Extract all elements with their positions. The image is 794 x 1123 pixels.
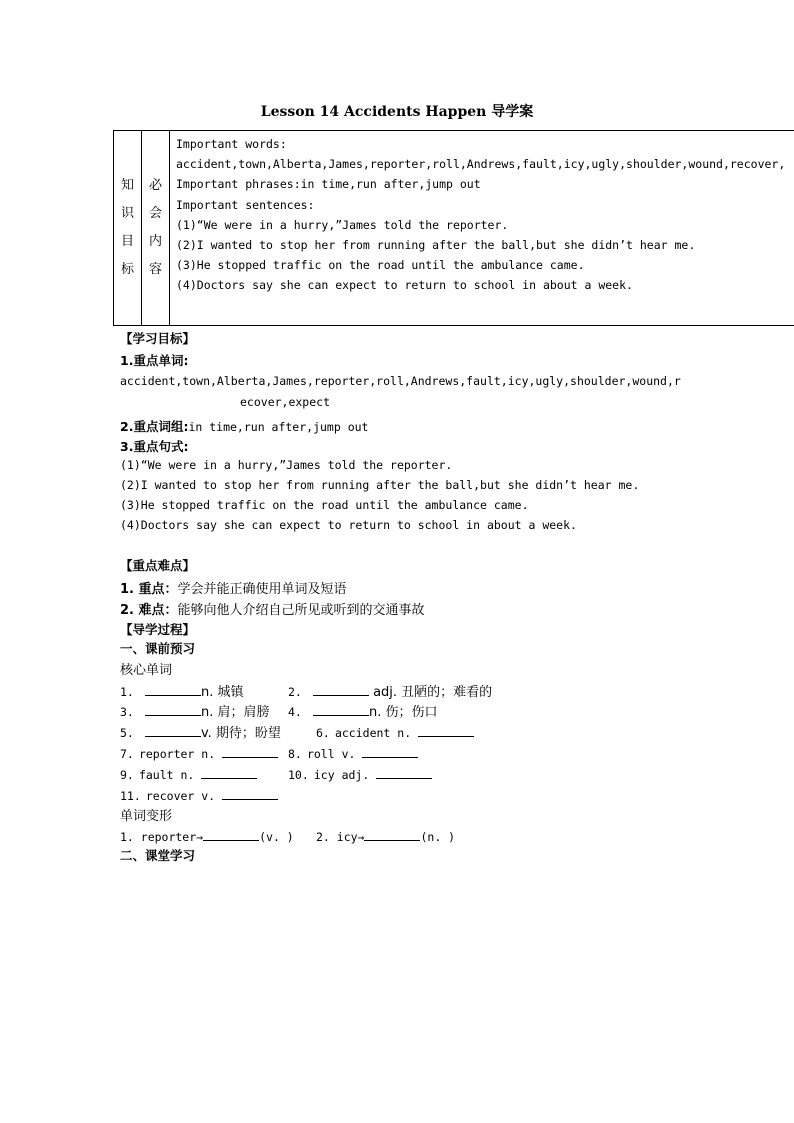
- item-hint: n. 肩；肩膀: [200, 705, 270, 720]
- col1-char: 标: [120, 262, 134, 277]
- exercise-row: [288, 701, 437, 720]
- answer-blank[interactable]: [418, 725, 474, 737]
- key-point-2-label: 2. 难点：: [120, 603, 178, 618]
- answer-blank[interactable]: [222, 788, 278, 800]
- form-word: 2. icy→: [316, 830, 365, 844]
- table-line: (1)“We were in a hurry,”James told the reporter.: [176, 217, 509, 232]
- word-form-row: [316, 826, 455, 845]
- answer-blank[interactable]: [145, 704, 201, 716]
- answer-blank[interactable]: [145, 725, 201, 737]
- knowledge-goals-table: [113, 130, 794, 326]
- key-points-heading: 【重点难点】: [120, 558, 196, 573]
- exercise-row: [120, 743, 278, 762]
- item-number: 7.: [120, 747, 134, 761]
- col1-char: 目: [120, 234, 134, 249]
- table-line: (3)He stopped traffic on the road until the ambulance came.: [176, 258, 585, 273]
- item-number: 10.: [288, 768, 309, 782]
- item-word: reporter n.: [138, 747, 223, 761]
- table-line: (4)Doctors say she can expect to return to school in about a week.: [176, 278, 633, 293]
- key-words-label: 1.重点单词:: [120, 353, 189, 368]
- col1-char: 知: [120, 178, 134, 193]
- knowledge-goals-label: [114, 131, 142, 326]
- key-words-line-2: ecover,expect: [240, 395, 331, 409]
- col2-char: 必: [148, 178, 162, 193]
- learning-goals-heading: 【学习目标】: [120, 331, 196, 346]
- sentence-line: (4)Doctors say she can expect to return to school in about a week.: [120, 518, 577, 532]
- sentence-line: (2)I wanted to stop her from running after the ball,but she didn’t hear me.: [120, 478, 640, 492]
- word-form-row: [120, 826, 294, 845]
- col1-char: 识: [120, 206, 134, 221]
- exercise-row: [120, 681, 243, 700]
- key-point-1-label: 1. 重点：: [120, 582, 178, 597]
- item-word: roll v.: [306, 747, 363, 761]
- table-line: accident,town,Alberta,James,reporter,roll,Andrews,fault,icy,ugly,shoulder,wound,recover,: [176, 157, 786, 172]
- word-forms-heading: 单词变形: [120, 809, 173, 824]
- item-number: 6.: [316, 726, 330, 740]
- table-line: (2)I wanted to stop her from running after the ball,but she didn’t hear me.: [176, 238, 696, 253]
- item-number: 1.: [120, 685, 134, 699]
- answer-blank[interactable]: [362, 746, 418, 758]
- page-title: Lesson 14 Accidents Happen 导学案: [260, 104, 534, 120]
- answer-blank[interactable]: [203, 829, 259, 841]
- item-word: recover v.: [145, 789, 223, 803]
- must-know-label: [142, 131, 170, 326]
- item-number: 4.: [288, 705, 302, 719]
- key-words-line-1: accident,town,Alberta,James,reporter,roll,Andrews,fault,icy,ugly,shoulder,wound,r: [120, 374, 681, 388]
- item-word: fault n.: [138, 768, 202, 782]
- exercise-row: [120, 764, 257, 783]
- item-hint: adj. 丑陋的；难看的: [368, 685, 493, 700]
- exercise-row: [316, 722, 474, 741]
- item-hint: v. 期待；盼望: [200, 726, 281, 741]
- sentence-line: (3)He stopped traffic on the road until the ambulance came.: [120, 498, 529, 512]
- answer-blank[interactable]: [201, 767, 257, 779]
- section-classroom-heading: 二、课堂学习: [120, 848, 196, 863]
- answer-blank[interactable]: [222, 746, 278, 758]
- item-hint: n. 城镇: [200, 685, 244, 700]
- section-preview-heading: 一、课前预习: [120, 641, 196, 656]
- exercise-row: [120, 701, 269, 720]
- table-line: Important words:: [176, 137, 287, 151]
- item-number: 8.: [288, 747, 302, 761]
- item-number: 9.: [120, 768, 134, 782]
- table-line: Important sentences:: [176, 197, 315, 212]
- item-word: accident n.: [334, 726, 419, 740]
- sentence-line: (1)“We were in a hurry,”James told the reporter.: [120, 458, 453, 472]
- answer-blank[interactable]: [313, 684, 369, 696]
- exercise-row: [288, 764, 432, 783]
- process-heading: 【导学过程】: [120, 622, 196, 637]
- table-line: Important phrases:in time,run after,jump out: [176, 177, 481, 192]
- exercise-row: [120, 722, 281, 741]
- item-number: 3.: [120, 705, 134, 719]
- key-phrases-value: in time,run after,jump out: [188, 420, 369, 434]
- form-pos: (n. ): [420, 830, 456, 844]
- goals-content-cell: [170, 131, 794, 326]
- form-word: 1. reporter→: [120, 830, 204, 844]
- item-number: 11.: [120, 789, 141, 803]
- answer-blank[interactable]: [376, 767, 432, 779]
- exercise-row: [288, 681, 492, 700]
- key-sentences-label: 3.重点句式:: [120, 439, 189, 454]
- answer-blank[interactable]: [313, 704, 369, 716]
- answer-blank[interactable]: [364, 829, 420, 841]
- col2-char: 内: [148, 234, 162, 249]
- item-number: 5.: [120, 726, 134, 740]
- exercise-row: [288, 743, 418, 762]
- item-word: icy adj.: [313, 768, 377, 782]
- item-hint: n. 伤；伤口: [368, 705, 438, 720]
- key-phrases-label: 2.重点词组:: [120, 419, 189, 434]
- col2-char: 容: [148, 262, 162, 277]
- key-phrases-row: [120, 416, 368, 435]
- key-point-2-text: 能够向他人介绍自己所见或听到的交通事故: [177, 603, 425, 618]
- col2-char: 会: [148, 206, 162, 221]
- form-pos: (v. ): [259, 830, 294, 844]
- item-number: 2.: [288, 685, 302, 699]
- key-point-1: [120, 578, 347, 597]
- key-point-1-text: 学会并能正确使用单词及短语: [177, 582, 347, 597]
- key-point-2: [120, 599, 425, 618]
- exercise-row: [120, 785, 278, 804]
- answer-blank[interactable]: [145, 684, 201, 696]
- core-words-heading: 核心单词: [120, 663, 173, 678]
